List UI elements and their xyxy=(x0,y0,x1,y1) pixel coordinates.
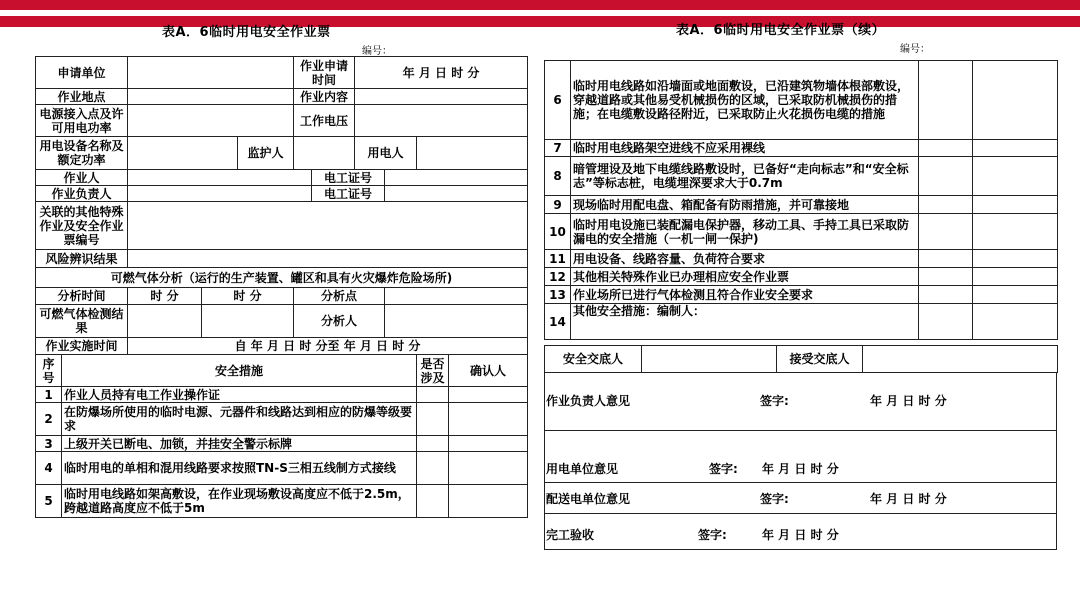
measure-confirmer[interactable] xyxy=(449,387,528,403)
supply-unit-opinion-label: 配送电单位意见 xyxy=(546,492,631,506)
gas-analysis-header: 可燃气体分析（运行的生产装置、罐区和具有火灾爆炸危险场所) xyxy=(36,268,528,288)
measure-number: 1 xyxy=(36,387,62,403)
guardian-value[interactable] xyxy=(294,137,355,170)
measure-text: 作业场所已进行气体检测且符合作业安全要求 xyxy=(571,286,919,304)
completion-row[interactable] xyxy=(545,514,1057,550)
measure-involved[interactable] xyxy=(919,268,973,286)
leader-cert-label: 电工证号 xyxy=(312,186,385,202)
measure-text: 临时用电线路如架高敷设，在作业现场敷设高度应不低于2.5m，跨越道路高度应不低于5m xyxy=(62,485,417,518)
worker-value[interactable] xyxy=(128,170,312,186)
measure-involved[interactable] xyxy=(919,140,973,157)
measure-involved[interactable] xyxy=(417,403,449,436)
work-site-value[interactable] xyxy=(128,89,294,105)
measure-text: 在防爆场所使用的临时电源、元器件和线路达到相应的防爆等级要求 xyxy=(62,403,417,436)
analysis-time-1[interactable]: 时 分 xyxy=(128,288,202,305)
related-permits-value[interactable] xyxy=(128,202,528,250)
measure-number: 9 xyxy=(545,196,571,214)
worker-cert-label: 电工证号 xyxy=(312,170,385,186)
consumer-value[interactable] xyxy=(417,137,528,170)
safety-briefer-value[interactable] xyxy=(642,346,777,373)
leader-sign-label: 签字: xyxy=(760,394,789,408)
measure-confirmer[interactable] xyxy=(973,250,1058,268)
measure-text: 暗管埋设及地下电缆线路敷设时，已备好“走向标志”和“安全标志”等标志桩，电缆埋深要求大于0.7m xyxy=(571,157,919,196)
completion-sign-label: 签字: xyxy=(698,528,727,542)
power-access-value[interactable] xyxy=(128,105,294,137)
measure-number: 7 xyxy=(545,140,571,157)
work-content-label: 作业内容 xyxy=(294,89,355,105)
measure-number: 5 xyxy=(36,485,62,518)
left-permit-table xyxy=(35,56,528,518)
work-voltage-value[interactable] xyxy=(355,105,528,137)
measure-number: 12 xyxy=(545,268,571,286)
leader-opinion-label: 作业负责人意见 xyxy=(546,394,631,408)
measure-involved[interactable] xyxy=(919,286,973,304)
power-access-label: 电源接入点及许可用电功率 xyxy=(36,105,128,137)
measure-text: 其他相关特殊作业已办理相应安全作业票 xyxy=(571,268,919,286)
measure-number: 4 xyxy=(36,452,62,485)
related-permits-label: 关联的其他特殊作业及安全作业票编号 xyxy=(36,202,128,250)
apply-unit-value[interactable] xyxy=(128,57,294,89)
analysis-time-2[interactable]: 时 分 xyxy=(202,288,294,305)
guardian-label: 监护人 xyxy=(238,137,294,170)
briefee-value[interactable] xyxy=(863,346,1058,373)
safety-briefer-label: 安全交底人 xyxy=(545,346,642,373)
measure-text: 临时用电的单相和混用线路要求按照TN-S三相五线制方式接线 xyxy=(62,452,417,485)
supply-unit-date: 年 月 日 时 分 xyxy=(870,492,947,506)
measure-text: 现场临时用配电盘、箱配备有防雨措施，并可靠接地 xyxy=(571,196,919,214)
worker-label: 作业人 xyxy=(36,170,128,186)
measure-number: 6 xyxy=(545,61,571,140)
measure-confirmer[interactable] xyxy=(449,485,528,518)
measure-involved[interactable] xyxy=(919,250,973,268)
user-unit-opinion-label: 用电单位意见 xyxy=(546,462,619,476)
measure-text: 临时用电线路如沿墙面或地面敷设，已沿建筑物墙体根部敷设，穿越道路或其他易受机械损伤的区域，已采取防机械损伤的措施；在电缆敷设路径附近，已采取防止火花损伤电缆的措施 xyxy=(571,61,919,140)
completion-label: 完工验收 xyxy=(546,528,595,542)
confirmer-header: 确认人 xyxy=(449,355,528,387)
work-site-label: 作业地点 xyxy=(36,89,128,105)
supply-unit-sign-label: 签字: xyxy=(760,492,789,506)
leader-label: 作业负责人 xyxy=(36,186,128,202)
apply-unit-label: 申请单位 xyxy=(36,57,128,89)
user-unit-sign-label: 签字: xyxy=(709,462,738,476)
work-voltage-label: 工作电压 xyxy=(294,105,355,137)
gas-result-value-2[interactable] xyxy=(202,305,294,338)
exec-time-value[interactable]: 自 年 月 日 时 分至 年 月 日 时 分 xyxy=(128,338,528,355)
analyst-value[interactable] xyxy=(385,305,528,338)
measure-confirmer[interactable] xyxy=(973,286,1058,304)
work-content-value[interactable] xyxy=(355,89,528,105)
measure-confirmer[interactable] xyxy=(973,268,1058,286)
seq-header: 序号 xyxy=(36,355,62,387)
measure-confirmer[interactable] xyxy=(973,61,1058,140)
measure-number: 14 xyxy=(545,304,571,340)
measure-confirmer[interactable] xyxy=(973,304,1058,340)
measure-involved[interactable] xyxy=(919,196,973,214)
analyst-label: 分析人 xyxy=(294,305,385,338)
measure-involved[interactable] xyxy=(417,452,449,485)
measure-confirmer[interactable] xyxy=(973,157,1058,196)
measure-text: 用电设备、线路容量、负荷符合要求 xyxy=(571,250,919,268)
measure-involved[interactable] xyxy=(919,214,973,250)
measure-text: 作业人员持有电工作业操作证 xyxy=(62,387,417,403)
right-approval-table xyxy=(544,345,1058,373)
left-serial-label: 编号： xyxy=(362,46,392,57)
user-unit-date: 年 月 日 时 分 xyxy=(762,462,839,476)
left-form-title: 表A．6临时用电安全作业票 xyxy=(162,25,331,40)
leader-cert-value[interactable] xyxy=(385,186,528,202)
gas-result-label: 可燃气体检测结果 xyxy=(36,305,128,338)
user-unit-opinion-row[interactable] xyxy=(545,431,1057,483)
measure-confirmer[interactable] xyxy=(449,452,528,485)
analysis-point-label: 分析点 xyxy=(294,288,385,305)
measure-text: 临时用电设施已装配漏电保护器，移动工具、手持工具已采取防漏电的安全措施（一机一闸一保护) xyxy=(571,214,919,250)
measure-involved[interactable] xyxy=(919,304,973,340)
measure-number: 11 xyxy=(545,250,571,268)
right-serial-label: 编号： xyxy=(900,44,930,55)
leader-opinion-row[interactable] xyxy=(545,373,1057,431)
measure-involved[interactable] xyxy=(417,485,449,518)
leader-date: 年 月 日 时 分 xyxy=(870,394,947,408)
briefee-label: 接受交底人 xyxy=(777,346,863,373)
supply-unit-opinion-row[interactable] xyxy=(545,483,1057,514)
leader-value[interactable] xyxy=(128,186,312,202)
consumer-label: 用电人 xyxy=(355,137,417,170)
measure-confirmer[interactable] xyxy=(973,196,1058,214)
measure-number: 2 xyxy=(36,403,62,436)
measure-confirmer[interactable] xyxy=(449,403,528,436)
measure-confirmer[interactable] xyxy=(973,214,1058,250)
gas-result-value-1[interactable] xyxy=(128,305,202,338)
device-power-label: 用电设备名称及额定功率 xyxy=(36,137,128,170)
exec-time-label: 作业实施时间 xyxy=(36,338,128,355)
measure-involved[interactable] xyxy=(417,387,449,403)
measure-confirmer[interactable] xyxy=(973,140,1058,157)
apply-time-value[interactable]: 年 月 日 时 分 xyxy=(355,57,528,89)
measure-involved[interactable] xyxy=(919,61,973,140)
right-opinions-table xyxy=(544,372,1057,550)
measure-number: 8 xyxy=(545,157,571,196)
device-power-value[interactable] xyxy=(128,137,238,170)
measure-number: 10 xyxy=(545,214,571,250)
analysis-point-value[interactable] xyxy=(385,288,528,305)
measure-text: 上级开关已断电、加锁，并挂安全警示标牌 xyxy=(62,436,417,452)
worker-cert-value[interactable] xyxy=(385,170,528,186)
measure-involved[interactable] xyxy=(919,157,973,196)
right-form-title: 表A．6临时用电安全作业票（续） xyxy=(676,23,886,38)
risk-label: 风险辨识结果 xyxy=(36,250,128,268)
measure-number: 13 xyxy=(545,286,571,304)
apply-time-label: 作业申请时间 xyxy=(294,57,355,89)
measure-text: 临时用电线路架空进线不应采用裸线 xyxy=(571,140,919,157)
risk-value[interactable] xyxy=(128,250,528,268)
measure-involved[interactable] xyxy=(417,436,449,452)
top-red-band xyxy=(0,0,1080,10)
measure-text: 其他安全措施：编制人： xyxy=(571,304,919,340)
completion-date: 年 月 日 时 分 xyxy=(762,528,839,542)
involved-header: 是否涉及 xyxy=(417,355,449,387)
measure-number: 3 xyxy=(36,436,62,452)
measure-confirmer[interactable] xyxy=(449,436,528,452)
measures-header: 安全措施 xyxy=(62,355,417,387)
right-measures-table xyxy=(544,60,1058,340)
analysis-time-label: 分析时间 xyxy=(36,288,128,305)
